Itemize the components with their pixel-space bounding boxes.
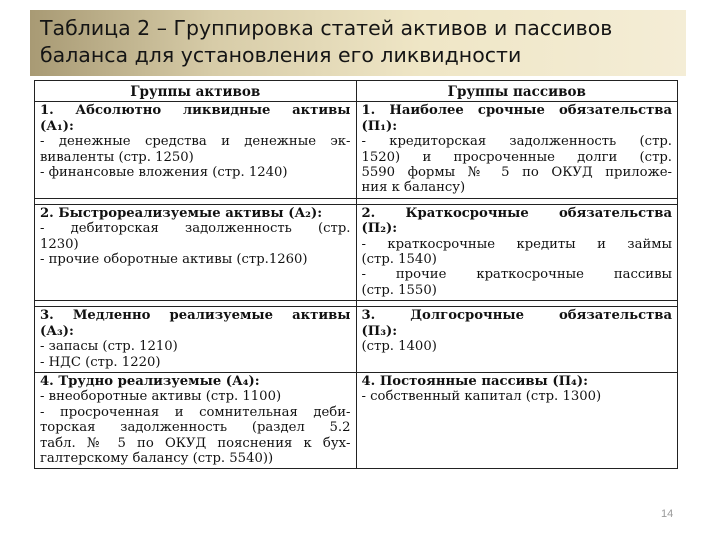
assets-item-line: виваленты (стр. 1250) bbox=[40, 149, 194, 165]
assets-item-line: - запасы (стр. 1210) bbox=[40, 339, 178, 355]
liabilities-item-line: 5590 формы № 5 по ОКУД приложе- bbox=[361, 165, 672, 181]
assets-item-line: - прочие оборотные активы (стр.1260) bbox=[40, 252, 308, 268]
liabilities-item-line: (стр. 1540) bbox=[361, 252, 437, 268]
table-row bbox=[35, 204, 678, 300]
liabilities-cell bbox=[356, 372, 678, 468]
liabilities-heading-line: 2. Краткосрочные обязательства bbox=[361, 205, 672, 221]
table-header-row bbox=[35, 81, 678, 102]
grouping-table-container bbox=[34, 80, 678, 469]
assets-heading-line: 3. Медленно реализуемые активы bbox=[40, 308, 351, 324]
grouping-table bbox=[34, 80, 678, 469]
assets-heading-line: 4. Трудно реализуемые (А₄): bbox=[40, 373, 260, 389]
liabilities-heading-line: (П₃): bbox=[361, 323, 398, 339]
assets-item-line: торская задолженность (раздел 5.2 bbox=[40, 420, 351, 436]
assets-cell bbox=[35, 102, 357, 198]
assets-heading-line: 2. Быстрореализуемые активы (А₂): bbox=[40, 205, 323, 221]
liabilities-item-line: (стр. 1550) bbox=[361, 282, 437, 298]
liabilities-heading-line: (П₁): bbox=[361, 118, 398, 134]
slide-title bbox=[30, 10, 686, 76]
liabilities-cell bbox=[356, 307, 678, 373]
header-assets: Группы активов bbox=[35, 81, 357, 102]
page-number: 14 bbox=[661, 508, 674, 520]
assets-item-line: - просроченная и сомнительная деби- bbox=[40, 404, 351, 420]
header-liabilities: Группы пассивов bbox=[356, 81, 678, 102]
liabilities-cell bbox=[356, 204, 678, 300]
assets-heading-line: (А₁): bbox=[40, 118, 74, 134]
liabilities-item-line: ния к балансу) bbox=[361, 180, 466, 196]
assets-item-line: галтерскому балансу (стр. 5540)) bbox=[40, 450, 274, 466]
liabilities-item-line: - краткосрочные кредиты и займы bbox=[361, 236, 672, 252]
liabilities-item-line: - кредиторская задолженность (стр. bbox=[361, 134, 672, 150]
liabilities-item-line: - собственный капитал (стр. 1300) bbox=[361, 389, 602, 405]
liabilities-heading-line: 3. Долгосрочные обязательства bbox=[361, 308, 672, 324]
assets-item-line: - внеоборотные активы (стр. 1100) bbox=[40, 389, 282, 405]
assets-item-line: - денежные средства и денежные эк- bbox=[40, 134, 351, 150]
assets-cell bbox=[35, 307, 357, 373]
assets-item-line: - НДС (стр. 1220) bbox=[40, 354, 161, 370]
assets-cell bbox=[35, 204, 357, 300]
liabilities-heading-line: 4. Постоянные пассивы (П₄): bbox=[361, 373, 588, 389]
liabilities-item-line: (стр. 1400) bbox=[361, 339, 437, 355]
assets-heading-line: (А₃): bbox=[40, 323, 74, 339]
assets-item-line: 1230) bbox=[40, 236, 79, 252]
assets-item-line: - финансовые вложения (стр. 1240) bbox=[40, 165, 288, 181]
table-row bbox=[35, 102, 678, 198]
table-row bbox=[35, 307, 678, 373]
liabilities-heading-line: 1. Наиболее срочные обязательства bbox=[361, 103, 672, 119]
assets-item-line: табл. № 5 по ОКУД пояснения к бух- bbox=[40, 435, 351, 451]
liabilities-heading-line: (П₂): bbox=[361, 221, 398, 237]
assets-heading-line: 1. Абсолютно ликвидные активы bbox=[40, 103, 351, 119]
assets-cell bbox=[35, 372, 357, 468]
assets-item-line: - дебиторская задолженность (стр. bbox=[40, 221, 351, 237]
liabilities-item-line: - прочие краткосрочные пассивы bbox=[361, 267, 672, 283]
liabilities-item-line: 1520) и просроченные долги (стр. bbox=[361, 149, 672, 165]
table-row bbox=[35, 372, 678, 468]
title-line-1: Таблица 2 – Группировка статей активов и пассивов bbox=[40, 16, 613, 40]
liabilities-cell bbox=[356, 102, 678, 198]
title-line-2: баланса для установления его ликвидности bbox=[40, 43, 522, 67]
